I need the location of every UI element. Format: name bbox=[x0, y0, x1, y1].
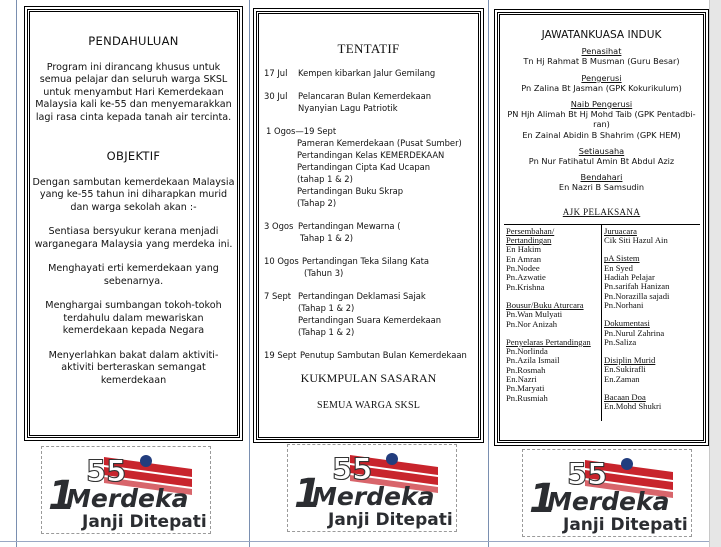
svg-text:Merdeka: Merdeka bbox=[547, 487, 670, 516]
schedule-date: 1 Ogos—19 Sept bbox=[266, 126, 337, 136]
ajk-member: En.Mohd Shukri bbox=[604, 401, 662, 412]
schedule-row bbox=[264, 349, 475, 361]
column-guide-2 bbox=[488, 0, 489, 547]
role-name: Tn Hj Rahmat B Musman (Guru Besar) bbox=[523, 56, 680, 67]
margin-guide-left bbox=[16, 0, 17, 547]
ajk-group-title: pA Sistem bbox=[604, 253, 640, 264]
schedule-date: 10 Ogos bbox=[264, 256, 299, 266]
schedule-activity: Pertandingan Suara Kemerdekaan bbox=[298, 315, 442, 325]
ajk-group bbox=[604, 393, 698, 412]
svg-text:Janji Ditepati: Janji Ditepati bbox=[563, 515, 688, 535]
svg-text:Janji Ditepati: Janji Ditepati bbox=[82, 512, 207, 532]
crescent-star-icon bbox=[140, 455, 152, 467]
ajk-group bbox=[506, 227, 599, 292]
schedule-activity: Pertandingan Cipta Kad Ucapan bbox=[297, 162, 431, 172]
schedule-activity: Pelancaran Bulan Kemerdekaan bbox=[298, 91, 432, 101]
ajk-member: En Amran bbox=[506, 253, 542, 264]
schedule-date: 30 Jul bbox=[264, 91, 288, 101]
committee-role bbox=[500, 73, 703, 93]
ajk-member: Pn.Nurul Zahrina bbox=[604, 327, 665, 338]
ajk-member: En.Sukirafli bbox=[604, 364, 646, 375]
ajk-group bbox=[506, 338, 599, 403]
schedule-activity: (Tahap 1 & 2) bbox=[298, 303, 355, 313]
schedule-date: 19 Sept bbox=[264, 350, 297, 360]
schedule-row bbox=[264, 220, 475, 244]
svg-text:55: 55 bbox=[332, 452, 373, 486]
objektif-heading: OBJEKTIF bbox=[106, 149, 161, 163]
schedule-activity: (Tahap 1 & 2) bbox=[298, 327, 355, 337]
role-title: Bendahari bbox=[580, 172, 623, 183]
ajk-group-title: Disiplin Murid bbox=[604, 355, 656, 366]
ajk-table bbox=[504, 224, 700, 421]
merdeka-logo bbox=[41, 446, 211, 534]
svg-text:Merdeka: Merdeka bbox=[312, 482, 435, 511]
objektif-item: Menyerlahkan bakat dalam aktiviti-aktiviti berteraskan semangat kemerdekaan bbox=[48, 349, 219, 386]
ajk-member: Cik Siti Hazul Ain bbox=[604, 235, 668, 246]
sasaran-value: SEMUA WARGA SKSL bbox=[316, 400, 421, 411]
schedule-date: 3 Ogos bbox=[264, 221, 294, 231]
svg-text:1: 1 bbox=[48, 473, 76, 519]
jawatankuasa-roles bbox=[500, 46, 703, 192]
ajk-column-left bbox=[504, 225, 602, 421]
column-guide-1 bbox=[249, 0, 250, 547]
tentatif-heading: TENTATIF bbox=[337, 41, 400, 56]
ajk-member: Pn.Rosmah bbox=[506, 364, 546, 375]
ajk-member: Pn.Norlinda bbox=[506, 346, 548, 357]
ajk-member: Pn.Norazilla sajadi bbox=[604, 290, 670, 301]
crescent-star-icon bbox=[386, 453, 398, 465]
ajk-member: En.Nazri bbox=[506, 374, 537, 384]
ajk-group bbox=[506, 301, 599, 329]
ajk-member: Pn.Azwatie bbox=[506, 272, 546, 283]
objektif-lead: Dengan sambutan kemerdekaan Malaysia yang ke-55 tahun ini diharapkan murid dan warga sekolah akan :- bbox=[32, 176, 235, 213]
ajk-group bbox=[604, 319, 698, 347]
schedule-activity: Penutup Sambutan Bulan Kemerdekaan bbox=[300, 350, 467, 360]
role-title: Naib Pengerusi bbox=[570, 99, 633, 110]
role-name: Pn Nur Fatihatul Amin Bt Abdul Aziz bbox=[528, 156, 675, 167]
ajk-member: Pn.Wan Mulyati bbox=[506, 309, 563, 320]
svg-text:1: 1 bbox=[529, 476, 557, 522]
ajk-column-right bbox=[602, 225, 700, 421]
schedule-activity: Pertandingan Kelas KEMERDEKAAN bbox=[297, 150, 445, 160]
merdeka-logo bbox=[522, 449, 692, 537]
jawatankuasa-panel bbox=[497, 12, 706, 443]
schedule-activity: Kempen kibarkan Jalur Gemilang bbox=[298, 68, 436, 78]
ajk-member: En.Zaman bbox=[604, 373, 640, 384]
tentatif-panel bbox=[256, 11, 481, 440]
role-title: Pengerusi bbox=[581, 72, 622, 83]
ajk-member: En Hakim bbox=[506, 244, 542, 255]
ajk-group bbox=[604, 254, 698, 310]
schedule-activity: Tahap 1 & 2) bbox=[300, 233, 354, 243]
merdeka-logo bbox=[287, 444, 457, 532]
schedule-row bbox=[264, 125, 475, 209]
objektif-item: Menghargai sumbangan tokoh-tokoh terdahulu dalam mewariskan kemerdekaan kepada Negara bbox=[45, 300, 222, 336]
svg-text:55: 55 bbox=[567, 457, 608, 491]
ajk-member: Pn.Saliza bbox=[604, 336, 637, 347]
schedule-activity: Pertandingan Teka Silang Kata bbox=[302, 256, 430, 266]
ajk-member: Pn.sarifah Hanizan bbox=[604, 281, 670, 292]
schedule-activity: Pertandingan Mewarna ( bbox=[298, 221, 401, 231]
tentatif-schedule bbox=[259, 67, 478, 361]
schedule-activity: (tahap 1 & 2) bbox=[297, 174, 353, 184]
objektif-item: Sentiasa bersyukur kerana menjadi warganegara Malaysia yang merdeka ini. bbox=[34, 226, 233, 250]
role-name: En Zainal Abidin B Shahrim (GPK HEM) bbox=[522, 129, 681, 140]
committee-role bbox=[500, 99, 703, 140]
ajk-group-title: Dokumentasi bbox=[604, 318, 650, 329]
ajk-member: Pn.Nor Anizah bbox=[506, 318, 558, 329]
window-scroll-edge[interactable] bbox=[709, 0, 721, 547]
role-title: Setiausaha bbox=[578, 145, 625, 156]
ajk-group bbox=[604, 356, 698, 384]
merdeka-logo-art bbox=[288, 445, 458, 533]
ajk-member: En Syed bbox=[604, 262, 633, 273]
ajk-group-title: Bousur/Buku Aturcara bbox=[506, 299, 584, 310]
ajk-group bbox=[604, 227, 698, 246]
ajk-member: Pn.Azila Ismail bbox=[506, 355, 560, 366]
pendahuluan-panel bbox=[27, 9, 240, 438]
svg-text:Merdeka: Merdeka bbox=[66, 484, 189, 513]
schedule-activity: Pertandingan Buku Skrap bbox=[297, 186, 404, 196]
ajk-group-title: Bacaan Doa bbox=[604, 392, 646, 402]
schedule-date: 17 Jul bbox=[264, 68, 288, 78]
pendahuluan-heading: PENDAHULUAN bbox=[88, 34, 179, 48]
ajk-member: Pn.Norhani bbox=[604, 299, 644, 310]
sasaran-heading: KUKMPULAN SASARAN bbox=[300, 371, 437, 385]
svg-text:Janji Ditepati: Janji Ditepati bbox=[328, 510, 453, 530]
schedule-activity: (Tahap 2) bbox=[297, 198, 337, 208]
merdeka-logo-art bbox=[523, 450, 693, 538]
ajk-group-title: Penyelaras Pertandingan bbox=[506, 336, 591, 347]
ajk-member: Hadiah Pelajar bbox=[604, 272, 655, 283]
ajk-member: Pn.Nodee bbox=[506, 263, 540, 274]
svg-text:1: 1 bbox=[294, 471, 322, 517]
crescent-star-icon bbox=[621, 458, 633, 470]
schedule-activity: Pameran Kemerdekaan (Pusat Sumber) bbox=[297, 138, 462, 148]
schedule-row bbox=[264, 255, 475, 279]
role-name: En Nazri B Samsudin bbox=[558, 182, 645, 193]
schedule-row bbox=[264, 90, 475, 114]
schedule-row bbox=[264, 290, 475, 338]
role-name: Pn Zalina Bt Jasman (GPK Kokurikulum) bbox=[521, 82, 682, 93]
ajk-heading: AJK PELAKSANA bbox=[562, 206, 641, 217]
ajk-group-title: Persembahan/ Pertandingan bbox=[506, 225, 555, 246]
committee-role bbox=[500, 46, 703, 66]
ajk-member: Pn.Maryati bbox=[506, 383, 545, 394]
ajk-group-title: Juruacara bbox=[604, 225, 637, 236]
schedule-activity: Pertandingan Deklamasi Sajak bbox=[298, 291, 426, 301]
merdeka-logo-art bbox=[42, 447, 212, 535]
schedule-row bbox=[264, 67, 475, 79]
objektif-item: Menghayati erti kemerdekaan yang sebenarnya. bbox=[48, 263, 219, 287]
committee-role bbox=[500, 146, 703, 166]
schedule-activity: Nyanyian Lagu Patriotik bbox=[298, 103, 398, 113]
role-name: PN Hjh Alimah Bt Hj Mohd Taib (GPK Pentadbi-ran) bbox=[507, 109, 696, 130]
schedule-date: 7 Sept bbox=[264, 291, 292, 301]
ajk-member: Pn.Krishna bbox=[506, 281, 545, 292]
role-title: Penasihat bbox=[581, 46, 622, 57]
schedule-activity: (Tahun 3) bbox=[304, 268, 344, 278]
svg-text:55: 55 bbox=[86, 454, 127, 488]
committee-role bbox=[500, 172, 703, 192]
jawatankuasa-heading: JAWATANKUASA INDUK bbox=[541, 29, 662, 41]
pendahuluan-text: Program ini dirancang khusus untuk semua pelajar dan seluruh warga SKSL untuk menyambut Hari Kemerdekaan Malaysia kali ke-55 dan menyemarakkan lagi rasa cinta kepada tanah air tercinta. bbox=[35, 61, 232, 123]
margin-guide-bottom bbox=[0, 541, 721, 542]
ajk-member: Pn.Rusmiah bbox=[506, 392, 548, 403]
